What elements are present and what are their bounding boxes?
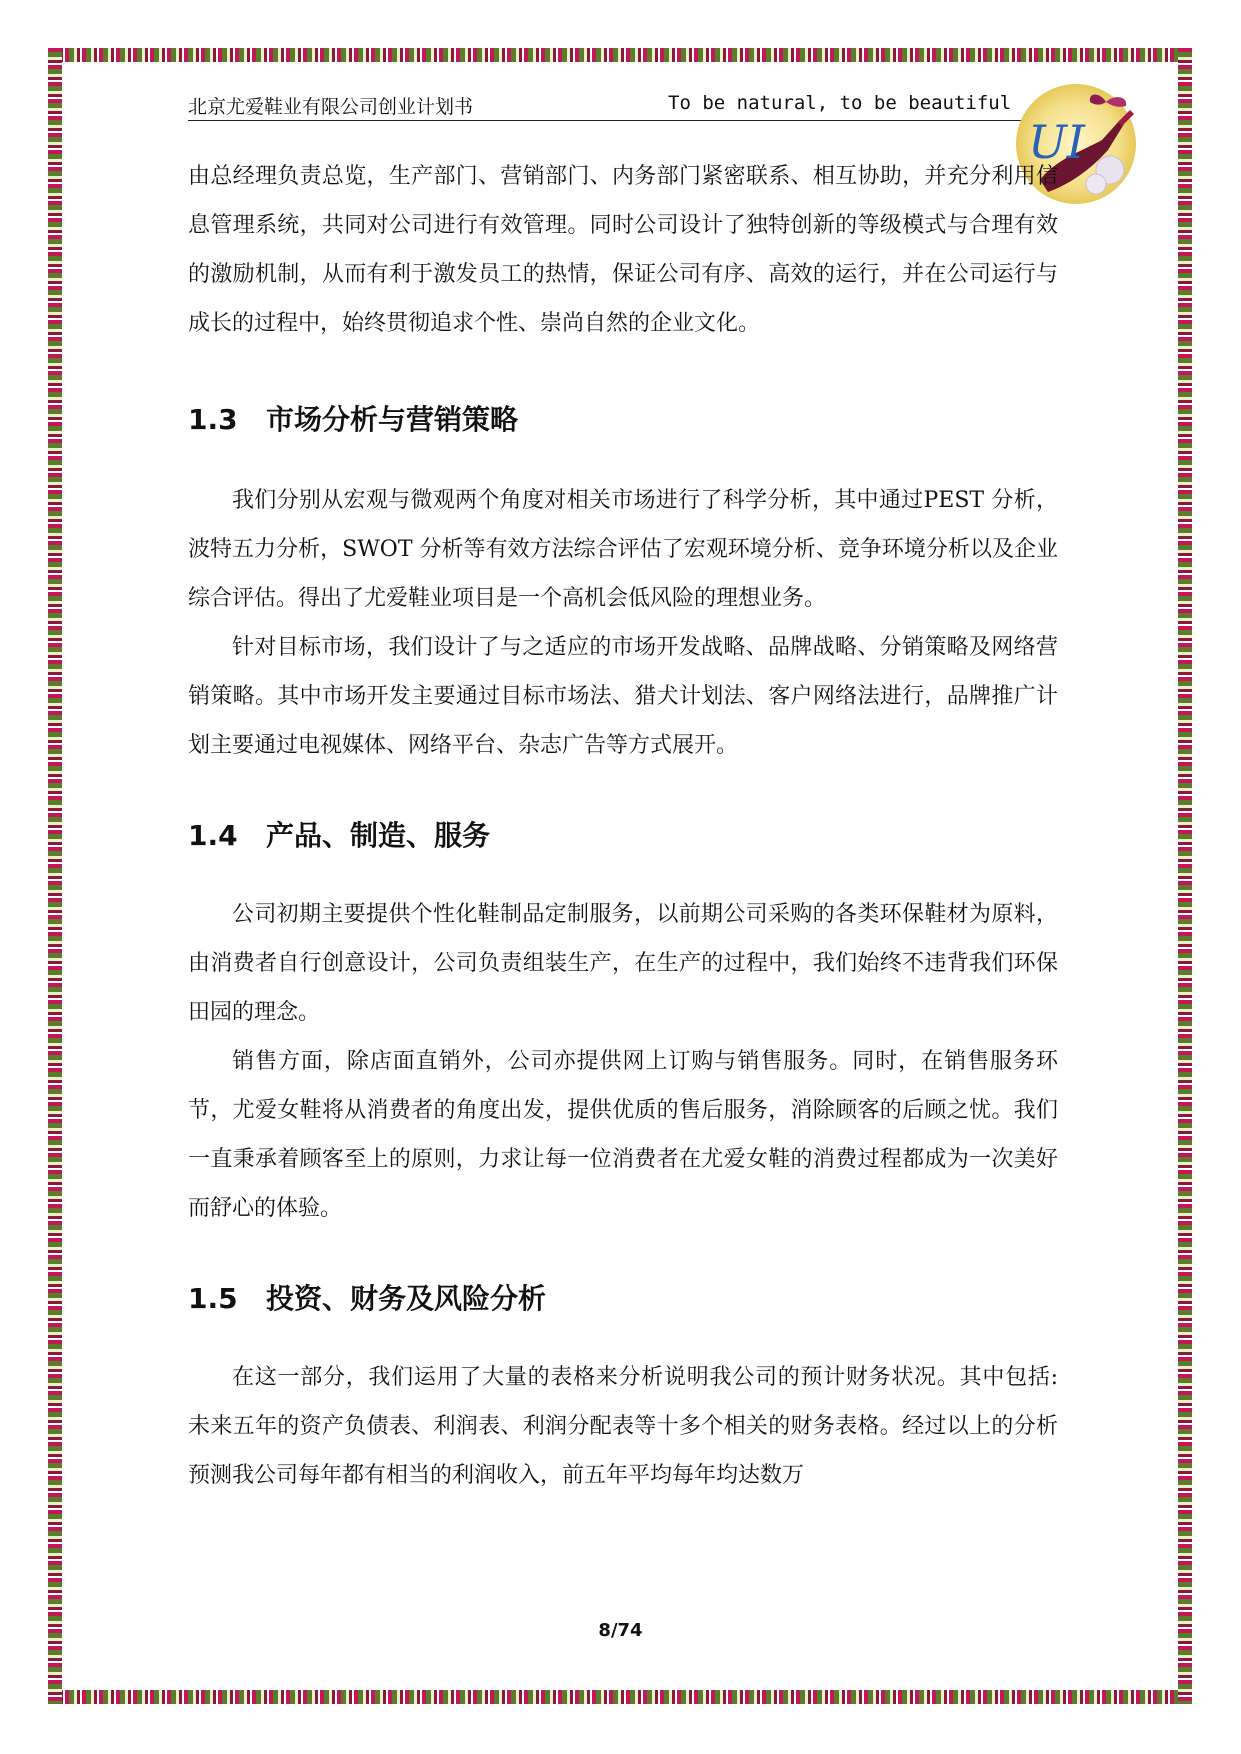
section-number: 1.4 [188,819,238,852]
header-company-title: 北京尤爱鞋业有限公司创业计划书 [188,96,474,118]
page-border-bottom [48,1690,1192,1704]
section-number: 1.5 [188,1282,238,1315]
header-rule [188,120,1023,121]
section-title: 投资、财务及风险分析 [266,1282,547,1315]
page-border-top [48,48,1192,62]
paragraph-marketing-strategy: 针对目标市场，我们设计了与之适应的市场开发战略、品牌战略、分销策略及网络营销策略。其中市场开发主要通过目标市场法、猎犬计划法、客户网络法进行，品牌推广计划主要通过电视媒体、网络平台、杂志广告等方式展开。 [188,635,1058,758]
section-heading-1-5 [188,1255,1058,1343]
paragraph-market-analysis: 我们分别从宏观与微观两个角度对相关市场进行了科学分析，其中通过PEST 分析，波特五力分析，SWOT 分析等有效方法综合评估了宏观环境分析、竞争环境分析以及企业综合评估。得出了尤爱鞋业项目是一个高机会低风险的理想业务。 [188,488,1058,611]
section-title: 产品、制造、服务 [266,819,491,852]
logo-lettering: UI [1028,115,1085,169]
header-slogan: To be natural, to be beautiful [668,92,1012,114]
intro-paragraph: 由总经理负责总览，生产部门、营销部门、内务部门紧密联系、相互协助，并充分利用信息管理系统，共同对公司进行有效管理。同时公司设计了独特创新的等级模式与合理有效的激励机制，从而有利于激发员工的热情，保证公司有序、高效的运行，并在公司运行与成长的过程中，始终贯彻追求个性、崇尚自然的企业文化。 [188,164,1058,336]
paragraph-services: 销售方面，除店面直销外，公司亦提供网上订购与销售服务。同时，在销售服务环节，尤爱女鞋将从消费者的角度出发，提供优质的售后服务，消除顾客的后顾之忧。我们一直秉承着顾客至上的原则，力求让每一位消费者在尤爱女鞋的消费过程都成为一次美好而舒心的体验。 [188,1049,1058,1221]
paragraph-finance: 在这一部分，我们运用了大量的表格来分析说明我公司的预计财务状况。其中包括: 未来五年的资产负债表、利润表、利润分配表等十多个相关的财务表格。经过以上的分析预测我公司每年都有相当的利润收入，前五年平均每年均达数万 [188,1365,1058,1488]
page-content [188,152,1058,1500]
page-border-right [1178,48,1192,1704]
section-heading-1-4 [188,792,1058,880]
section-heading-1-3 [188,376,1058,464]
section-number: 1.3 [188,403,238,436]
paragraph-products: 公司初期主要提供个性化鞋制品定制服务，以前期公司采购的各类环保鞋材为原料，由消费者自行创意设计，公司负责组装生产，在生产的过程中，我们始终不违背我们环保田园的理念。 [188,902,1058,1025]
page-border-left [48,48,62,1704]
section-title: 市场分析与营销策略 [266,403,519,436]
page-number: 8/74 [598,1620,643,1641]
